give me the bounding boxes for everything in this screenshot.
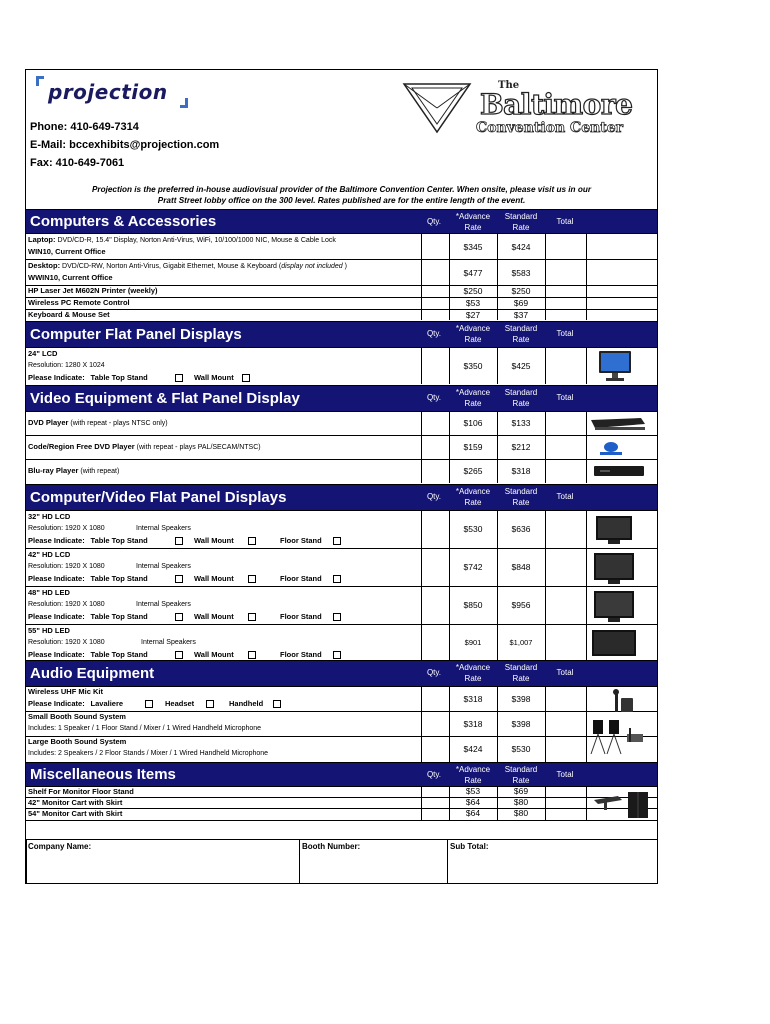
hd32-name: 32" HD LCD — [28, 512, 71, 521]
cart54-standard-rate: $80 — [513, 808, 529, 818]
tv-48-icon — [592, 589, 636, 623]
standard-rate-header: Standard Rate — [504, 324, 538, 344]
cart42-item: 42" Monitor Cart with Skirt — [28, 798, 123, 807]
audio-equipment-icon — [589, 688, 651, 758]
hd48-resolution: Resolution: 1920 X 1080 — [28, 601, 105, 608]
table-row — [26, 297, 657, 309]
venue-logo — [402, 76, 632, 136]
total-header: Total — [556, 329, 574, 338]
hd32-standard-rate: $636 — [511, 524, 531, 534]
floor-stand-checkbox[interactable] — [333, 651, 341, 659]
floor-stand-checkbox[interactable] — [333, 613, 341, 621]
hd42-name: 42" HD LCD — [28, 550, 71, 559]
projection-logo — [36, 76, 186, 108]
qty-header: Qty. — [426, 393, 442, 402]
subtotal-field[interactable] — [448, 854, 657, 884]
laptop-advance-rate: $345 — [463, 242, 483, 252]
section-title: Audio Equipment — [30, 665, 155, 682]
tv-55-icon — [590, 628, 638, 658]
floor-stand-label: Floor Stand — [280, 574, 322, 583]
keyboard-standard-rate: $37 — [513, 310, 529, 320]
advance-rate-header: *Advance Rate — [455, 388, 491, 408]
tv-32-icon — [594, 514, 634, 546]
wall-mount-label: Wall Mount — [194, 373, 234, 382]
bluray-standard-rate: $318 — [511, 466, 531, 476]
advance-rate-header: *Advance Rate — [455, 324, 491, 344]
wall-mount-label: Wall Mount — [194, 574, 234, 583]
hd48-speakers: Internal Speakers — [136, 601, 191, 608]
lavaliere-checkbox[interactable] — [145, 700, 153, 708]
table-top-checkbox[interactable] — [175, 575, 183, 583]
advance-rate-header: *Advance Rate — [455, 212, 491, 232]
lcd24-advance-rate: $350 — [463, 361, 483, 371]
qty-header: Qty. — [426, 329, 442, 338]
desktop-advance-rate: $477 — [463, 268, 483, 278]
small-sound-name: Small Booth Sound System — [28, 712, 126, 721]
section-title: Computer/Video Flat Panel Displays — [30, 489, 287, 506]
cart54-advance-rate: $64 — [465, 808, 481, 818]
hd42-speakers: Internal Speakers — [136, 563, 191, 570]
advance-rate-header: *Advance Rate — [455, 765, 491, 785]
venue-name: Baltimore — [480, 88, 633, 121]
printer-item: HP Laser Jet M602N Printer (weekly) — [28, 286, 158, 295]
hd48-standard-rate: $956 — [511, 600, 531, 610]
total-header: Total — [556, 668, 574, 677]
logo-bracket-bottom — [180, 98, 188, 108]
table-top-checkbox[interactable] — [175, 374, 183, 382]
tv-42-icon — [592, 551, 636, 585]
table-row — [26, 736, 657, 762]
logo-bracket-top — [36, 76, 44, 86]
mic-kit-options: Please Indicate: Lavaliere — [28, 699, 124, 708]
qty-header: Qty. — [426, 668, 442, 677]
small-sound-desc: Includes: 1 Speaker / 1 Floor Stand / Mixer / 1 Wired Handheld Microphone — [28, 725, 262, 732]
qty-header: Qty. — [426, 770, 442, 779]
section-header-computer-displays — [26, 321, 657, 347]
dvd-advance-rate: $106 — [463, 418, 483, 428]
floor-stand-checkbox[interactable] — [333, 537, 341, 545]
section-title: Video Equipment & Flat Panel Display — [30, 390, 300, 407]
standard-rate-header: Standard Rate — [504, 212, 538, 232]
floor-stand-label: Floor Stand — [280, 536, 322, 545]
hd48-options: Please Indicate: Table Top Stand — [28, 612, 148, 621]
booth-number-label: Booth Number: — [302, 842, 361, 851]
printer-advance-rate: $250 — [463, 286, 483, 296]
lcd24-options: Please Indicate: Table Top Stand — [28, 373, 148, 382]
bluray-player-icon — [592, 464, 646, 478]
handheld-checkbox[interactable] — [273, 700, 281, 708]
hd32-speakers: Internal Speakers — [136, 525, 191, 532]
cart54-item: 54" Monitor Cart with Skirt — [28, 809, 123, 818]
section-header-video — [26, 385, 657, 411]
small-sound-advance-rate: $318 — [463, 719, 483, 729]
wall-mount-label: Wall Mount — [194, 650, 234, 659]
total-header: Total — [556, 393, 574, 402]
lcd-monitor-icon — [598, 350, 632, 382]
hd55-resolution: Resolution: 1920 X 1080 — [28, 639, 105, 646]
table-row — [26, 259, 657, 285]
desktop-item: Desktop: DVD/CD-RW, Norton Anti-Virus, Gigabit Ethernet, Mouse & Keyboard (display not included ) — [28, 261, 347, 270]
wall-mount-checkbox[interactable] — [248, 651, 256, 659]
large-sound-advance-rate: $424 — [463, 744, 483, 754]
lcd24-standard-rate: $425 — [511, 361, 531, 371]
table-row — [26, 347, 657, 384]
fax: Fax: 410-649-7061 — [30, 157, 125, 169]
hd48-advance-rate: $850 — [463, 600, 483, 610]
hd55-speakers: Internal Speakers — [141, 639, 196, 646]
table-row — [26, 510, 657, 548]
section-header-audio — [26, 660, 657, 686]
table-top-checkbox[interactable] — [175, 613, 183, 621]
region-free-dvd-item: Code/Region Free DVD Player (with repeat - plays PAL/SECAM/NTSC) — [28, 442, 261, 451]
advance-rate-header: *Advance Rate — [455, 487, 491, 507]
table-row — [26, 808, 657, 820]
table-row — [26, 786, 657, 797]
table-row — [26, 233, 657, 259]
hd55-options: Please Indicate: Table Top Stand — [28, 650, 148, 659]
headset-checkbox[interactable] — [206, 700, 214, 708]
handheld-label: Handheld — [229, 699, 264, 708]
table-top-checkbox[interactable] — [175, 651, 183, 659]
desktop-standard-rate: $583 — [511, 268, 531, 278]
section-header-computers — [26, 209, 657, 233]
table-row — [26, 435, 657, 459]
shelf-and-cart-icon — [592, 788, 652, 820]
section-title: Miscellaneous Items — [30, 766, 176, 783]
hd42-advance-rate: $742 — [463, 562, 483, 572]
lcd24-name: 24" LCD — [28, 349, 58, 358]
wall-mount-checkbox[interactable] — [242, 374, 250, 382]
region-standard-rate: $212 — [511, 442, 531, 452]
desktop-os: WWIN10, Current Office — [28, 273, 113, 282]
wall-mount-checkbox[interactable] — [248, 575, 256, 583]
floor-stand-checkbox[interactable] — [333, 575, 341, 583]
hd32-advance-rate: $530 — [463, 524, 483, 534]
section-header-misc — [26, 762, 657, 786]
table-row — [26, 711, 657, 736]
table-row — [26, 586, 657, 624]
footer-row — [26, 839, 657, 884]
floor-stand-label: Floor Stand — [280, 612, 322, 621]
shelf-standard-rate: $69 — [513, 786, 529, 796]
dvd-standard-rate: $133 — [511, 418, 531, 428]
large-sound-name: Large Booth Sound System — [28, 737, 127, 746]
subtotal-label: Sub Total: — [450, 842, 489, 851]
hd32-options: Please Indicate: Table Top Stand — [28, 536, 148, 545]
qty-header: Qty. — [426, 217, 442, 226]
remote-item: Wireless PC Remote Control — [28, 298, 130, 307]
large-sound-desc: Includes: 2 Speakers / 2 Floor Stands / Mixer / 1 Wired Handheld Microphone — [28, 750, 269, 757]
printer-standard-rate: $250 — [511, 286, 531, 296]
cart42-standard-rate: $80 — [513, 797, 529, 807]
dvd-player-item: DVD Player (with repeat - plays NTSC only) — [28, 418, 168, 427]
company-name-field[interactable] — [26, 854, 299, 884]
floor-stand-label: Floor Stand — [280, 650, 322, 659]
logo-text: projection — [48, 80, 168, 104]
hd55-advance-rate: $901 — [464, 638, 482, 647]
intro-line-2: Pratt Street lobby office on the 300 level. Rates published are for the entire length of the event. — [157, 196, 526, 205]
table-row — [26, 285, 657, 297]
wall-mount-label: Wall Mount — [194, 536, 234, 545]
small-sound-standard-rate: $398 — [511, 719, 531, 729]
standard-rate-header: Standard Rate — [504, 388, 538, 408]
section-title: Computer Flat Panel Displays — [30, 326, 242, 343]
bluray-player-item: Blu-ray Player (with repeat) — [28, 466, 120, 475]
keyboard-item: Keyboard & Mouse Set — [28, 310, 110, 319]
total-header: Total — [556, 492, 574, 501]
intro-text — [28, 184, 655, 206]
table-row — [26, 459, 657, 483]
hd42-resolution: Resolution: 1920 X 1080 — [28, 563, 105, 570]
table-row — [26, 624, 657, 660]
booth-number-field[interactable] — [300, 854, 447, 884]
remote-advance-rate: $53 — [465, 298, 481, 308]
hd32-resolution: Resolution: 1920 X 1080 — [28, 525, 105, 532]
hd48-name: 48" HD LED — [28, 588, 70, 597]
laptop-standard-rate: $424 — [511, 242, 531, 252]
keyboard-advance-rate: $27 — [465, 310, 481, 320]
email: E-Mail: bccexhibits@projection.com — [30, 139, 220, 151]
standard-rate-header: Standard Rate — [504, 765, 538, 785]
intro-line-1: Projection is the preferred in-house audiovisual provider of the Baltimore Convention Center. When onsite, please visit us in our — [91, 185, 592, 194]
standard-rate-header: Standard Rate — [504, 663, 538, 683]
hd55-name: 55" HD LED — [28, 626, 70, 635]
headset-label: Headset — [165, 699, 195, 708]
total-header: Total — [556, 770, 574, 779]
phone: Phone: 410-649-7314 — [30, 121, 139, 133]
table-row — [26, 797, 657, 808]
large-sound-standard-rate: $530 — [511, 744, 531, 754]
table-row — [26, 548, 657, 586]
region-advance-rate: $159 — [463, 442, 483, 452]
spacer-row — [26, 820, 657, 839]
venue-subtitle: Convention Center — [476, 120, 624, 136]
standard-rate-header: Standard Rate — [504, 487, 538, 507]
lcd24-resolution: Resolution: 1280 X 1024 — [28, 362, 105, 369]
total-header: Total — [556, 217, 574, 226]
wall-mount-checkbox[interactable] — [248, 537, 256, 545]
shelf-advance-rate: $53 — [465, 786, 481, 796]
table-row — [26, 411, 657, 435]
mic-kit-name: Wireless UHF Mic Kit — [28, 687, 103, 696]
advance-rate-header: *Advance Rate — [455, 663, 491, 683]
remote-standard-rate: $69 — [513, 298, 529, 308]
company-name-label: Company Name: — [28, 842, 92, 851]
order-form — [25, 69, 658, 884]
laptop-item: Laptop: DVD/CD-R, 15.4" Display, Norton Anti-Virus, WiFi, 10/100/1000 NIC, Mouse & Cable Lock — [28, 235, 336, 244]
laptop-os: WIN10, Current Office — [28, 247, 106, 256]
bluray-advance-rate: $265 — [463, 466, 483, 476]
venue-the: The — [498, 80, 520, 91]
table-row — [26, 686, 657, 711]
table-top-checkbox[interactable] — [175, 537, 183, 545]
venue-triangle-icon — [402, 80, 472, 136]
cart42-advance-rate: $64 — [465, 797, 481, 807]
qty-header: Qty. — [426, 492, 442, 501]
mic-standard-rate: $398 — [511, 694, 531, 704]
hd55-standard-rate: $1,007 — [509, 638, 533, 647]
wall-mount-checkbox[interactable] — [248, 613, 256, 621]
hd42-standard-rate: $848 — [511, 562, 531, 572]
section-header-video-displays — [26, 484, 657, 510]
wall-mount-label: Wall Mount — [194, 612, 234, 621]
shelf-item: Shelf For Monitor Floor Stand — [28, 787, 134, 796]
dvd-player-icon — [589, 416, 647, 432]
table-row — [26, 309, 657, 320]
section-title: Computers & Accessories — [30, 213, 217, 230]
mic-advance-rate: $318 — [463, 694, 483, 704]
bluray-logo-icon — [596, 439, 626, 457]
hd42-options: Please Indicate: Table Top Stand — [28, 574, 148, 583]
